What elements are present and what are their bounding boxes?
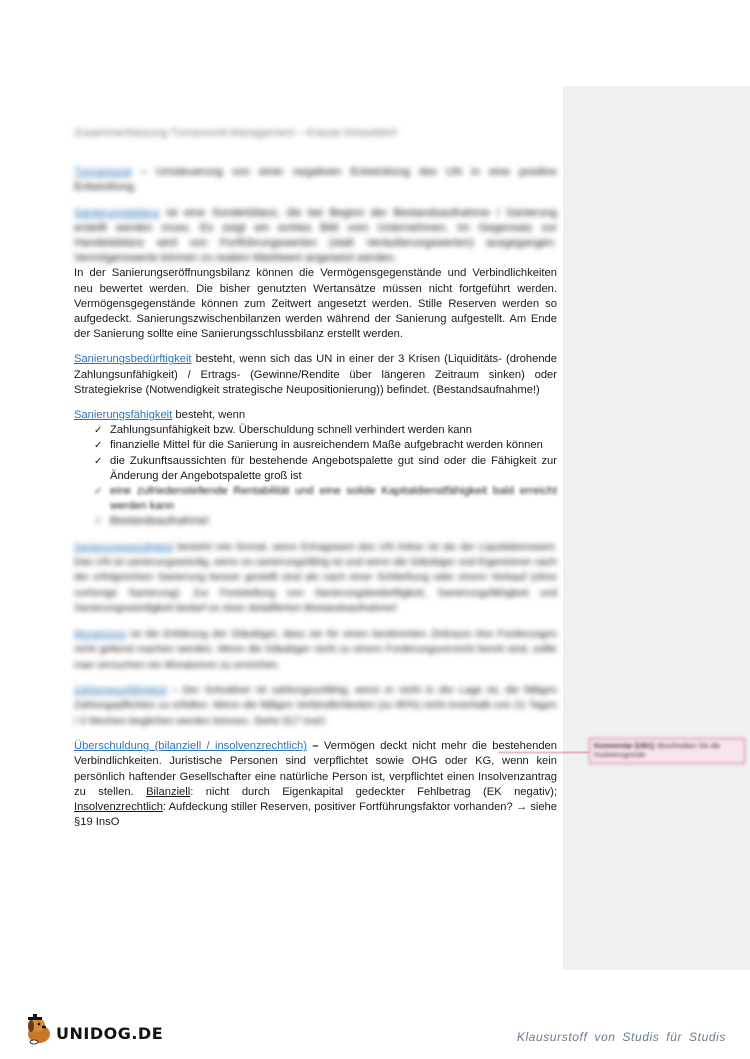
moratorium-text: ist die Erklärung der Gläubiger, dass sie für einen bestimmten Zeitraum ihre Forderungen nicht geltend machen werden. Wenn die Gläubiger nicht zu einem Forderungsverzicht bereit sind, sollte man versuchen ein Moratorium zu erreichen. <box>74 628 557 671</box>
faehigkeit-checklist <box>74 423 557 529</box>
checklist-item-text: eine zufriedenstellende Rentabilität und eine solide Kapitaldienstfähigkeit bald erreicht werden kann <box>110 485 557 513</box>
sanierungsbilanz-continuation: In der Sanierungseröffnungsbilanz können die Vermögensgegenstände und Verbindlichkeiten neu bewertet werden. Die bisher genutzten Wertansätze müssen nicht fortgeführt werden. Vermögensgegenstände können zum Zeitwert angesetzt werden. Stille Reserven werden so aufgedeckt. Sanierungszwischenbilanzen werden während der Sanierung aufgestellt. Am Ende der Sanierung sollte eine Sanierungsschlussbilanz erstellt werden. <box>74 267 557 341</box>
checklist-item-text: die Zukunftsaussichten für bestehende Angebotspalette gut sind oder die Fähigkeit zur Änderung der Angebotspalette groß ist <box>110 454 557 482</box>
beduerftigkeit-text: besteht, wenn sich das UN in einer der 3 Krisen (Liquiditäts- (drohende Zahlungsunfähigkeit) / Ertrags- (Gewinne/Rendite über längeren Zeitraum sinken) oder Strategiekrise (Notwendigkeit strategische Neupositionierung)) befindet. (Bestandsaufnahme!) <box>74 353 557 396</box>
turnaround-text: – Umsteuerung von einer negativen Entwicklung des UN in eine positive Entwicklung. <box>74 166 557 194</box>
comment-text: Beschreiben Sie die Insolvenzgründe <box>594 743 721 759</box>
paragraph-beduerftigkeit <box>74 352 557 398</box>
checklist-item-text: Bestandsaufnahme! <box>110 515 210 528</box>
comment-balloon[interactable] <box>589 738 745 764</box>
brand-name: UNIDOG.DE <box>56 1024 164 1043</box>
checklist-item-text: finanzielle Mittel für die Sanierung in ausreichendem Maße aufgebracht werden können <box>110 439 543 452</box>
term-ueberschuldung-link[interactable]: Überschuldung (bilanziell / insolvenzrechtlich) <box>74 740 307 753</box>
checklist-item-blurred <box>94 514 557 529</box>
ueberschuldung-text-3: : Aufdeckung stiller Reserven, positiver Fortführungsfaktor vorhanden? <box>162 800 516 813</box>
ueberschuldung-dash: – <box>307 740 324 753</box>
checklist-item-blurred <box>94 484 557 514</box>
faehigkeit-text: besteht, wenn <box>172 409 246 422</box>
checkmark-icon: ✓ <box>94 455 103 467</box>
unidog-logo <box>22 1014 172 1046</box>
paragraph-faehigkeit <box>74 408 557 423</box>
term-beduerftigkeit-link[interactable]: Sanierungsbedürftigkeit <box>74 353 192 366</box>
zahlungsunfaehigkeit-text: – Der Schuldner ist zahlungsunfähig, wenn er nicht in der Lage ist, die fälligen Zahlungspflichten zu erfüllen. Wenn die fälligen Verbindlichkeiten (zu 90%) nicht innerhalb von 21 Tagen / 3 Wochen beglichen werden können. Siehe §17 InsO <box>74 684 557 727</box>
paragraph-wuerdigkeit <box>74 540 557 617</box>
term-sanierungsbilanz-link[interactable]: Sanierungsbilanz <box>74 206 160 219</box>
checkmark-icon: ✓ <box>94 425 103 437</box>
checkmark-icon: ✓ <box>94 516 103 528</box>
label-insolvenzrechtlich: Insolvenzrechtlich <box>74 800 163 813</box>
term-turnaround-link[interactable]: Turnaround <box>74 166 132 179</box>
checklist-item-text: Zahlungsunfähigkeit bzw. Überschuldung schnell verhindert werden kann <box>110 424 472 437</box>
term-wuerdigkeit-link[interactable]: Sanierungswürdigkeit <box>74 541 174 553</box>
sanierungsbilanz-blurred <box>74 206 557 267</box>
ueberschuldung-text-1: Vermögen deckt nicht mehr die bestehenden Verbindlichkeiten. Juristische Personen sind verpflichtet sowie OHG oder KG, wenn kein persönlich haftender Gesellschafter eine natürliche Person ist, verpflichtet einen Insolvenzantrag zu stellen. <box>74 740 557 798</box>
comment-connector-line <box>498 752 590 753</box>
checklist-item <box>94 423 557 438</box>
dog-mascot-icon <box>22 1014 56 1046</box>
checklist-item <box>94 454 557 484</box>
checkmark-icon: ✓ <box>94 440 103 452</box>
sanierungsbilanz-text: ist eine Sonderbilanz, die bei Beginn der Bestandsaufnahme / Sanierung erstellt werden muss. Es zeigt ein echtes Bild vom Unternehmen. Im Gegensatz zur Handelsbilanz wird von Fortführungswerten (statt Veräußerungswerten) ausgegangen. Vermögenswerte können zu realem Marktwert angesetzt werden. <box>74 206 557 265</box>
comment-margin-panel <box>563 86 750 970</box>
paragraph-zahlungsunfaehigkeit <box>74 683 557 729</box>
paragraph-ueberschuldung <box>74 739 557 830</box>
term-faehigkeit-link[interactable]: Sanierungsfähigkeit <box>74 409 173 422</box>
document-body <box>74 120 557 840</box>
paragraph-turnaround <box>74 165 557 195</box>
ueberschuldung-text-4: siehe §19 InsO <box>74 800 558 829</box>
checklist-item <box>94 438 557 453</box>
checkmark-icon: ✓ <box>94 486 103 498</box>
term-zahlungsunfaehigkeit-link[interactable]: Zahlungsunfähigkeit <box>74 684 168 696</box>
document-title: Zusammenfassung Turnaround Management – Krause Düsseldorf <box>74 127 397 139</box>
paragraph-sanierungsbilanz <box>74 206 557 343</box>
ueberschuldung-text-2: : nicht durch Eigenkapital gedeckter Fehlbetrag (EK negativ); <box>190 785 557 798</box>
wuerdigkeit-text: besteht rein formal, wenn Ertragswert des UN höher ist als der Liquidationswert. Das UN ist sanierungswürdig, wenn es sanierungsfähig ist und wenn die Gläubiger und Eigentümer nach der erfolgreichen Sanierung besser gestellt sind als nach einer Schließung oder einem Verkauf (ohne vorherige Sanierung). Zur Feststellung von Sanierungsbedürftigkeit, Sanierungsfähigkeit und Sanierungswürdigkeit bedarf es einer detaillierten Bestandsaufnahme! <box>74 541 557 615</box>
label-bilanziell: Bilanziell <box>146 785 191 798</box>
footer-tagline: Klausurstoff von Studis für Studis <box>516 1030 726 1044</box>
paragraph-moratorium <box>74 627 557 673</box>
arrow-right-icon: → <box>515 800 528 813</box>
term-moratorium-link[interactable]: Moratorium <box>74 628 127 640</box>
comment-author: Kommentar [UB1]: <box>594 743 656 750</box>
